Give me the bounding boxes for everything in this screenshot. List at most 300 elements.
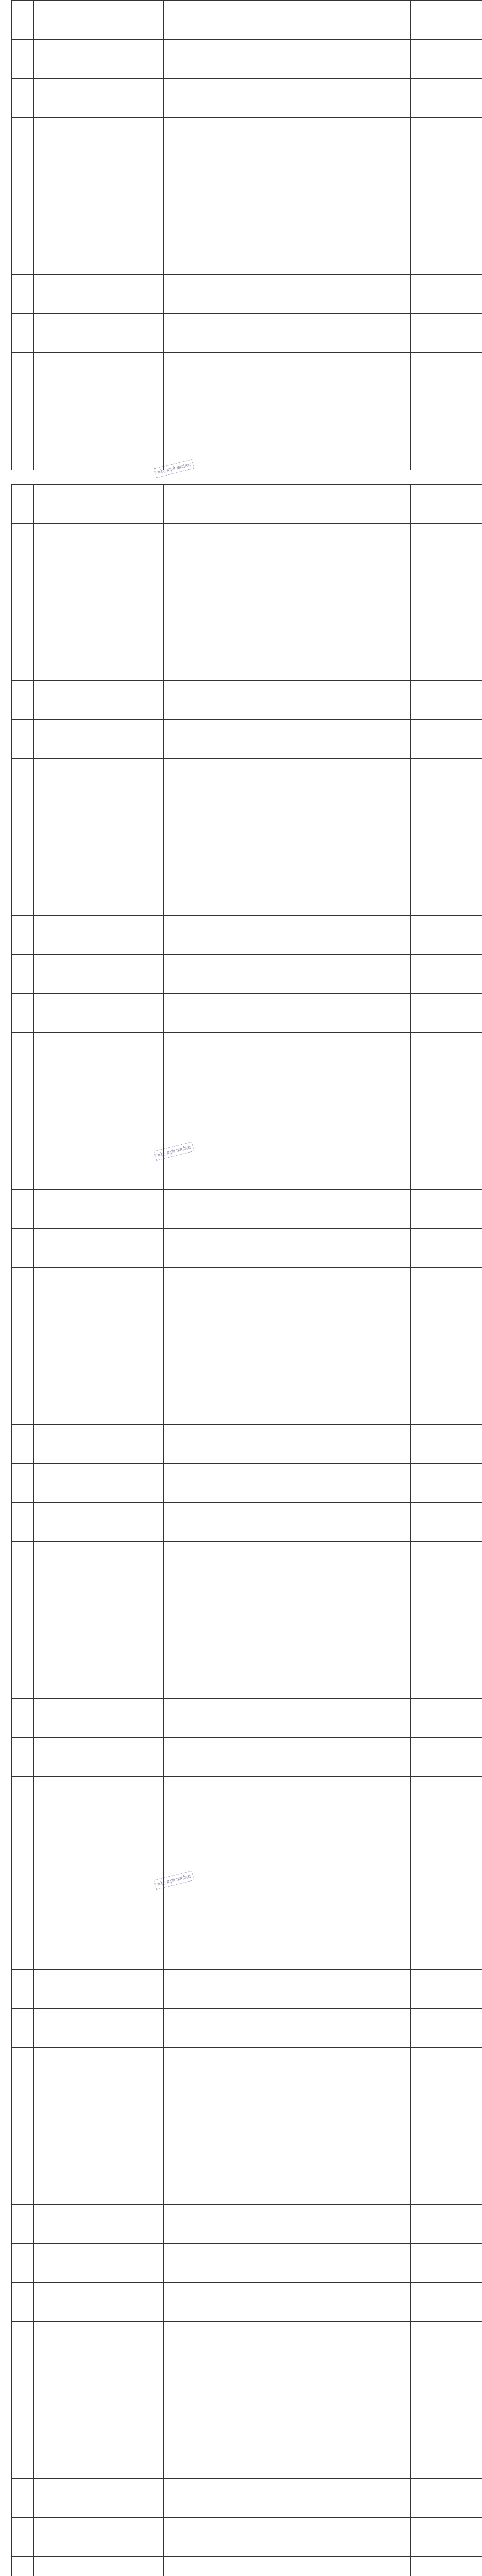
table-cell <box>164 392 271 431</box>
table-cell <box>164 1190 271 1229</box>
table-cell <box>469 1346 482 1385</box>
table-row <box>12 2087 482 2126</box>
table-cell <box>411 1930 469 1970</box>
table-cell <box>164 1268 271 1307</box>
table-row <box>12 1503 482 1542</box>
table-cell <box>164 759 271 798</box>
table-cell <box>469 602 482 641</box>
table-cell <box>164 79 271 118</box>
transfer-table-3 <box>11 1891 482 2576</box>
table-cell <box>12 2361 34 2400</box>
table-cell <box>271 1891 411 1930</box>
table-row <box>12 1620 482 1659</box>
table-cell <box>271 1816 411 1855</box>
table-cell <box>34 2009 88 2048</box>
table-cell <box>12 431 34 470</box>
table-cell <box>34 2400 88 2439</box>
table-cell <box>12 196 34 235</box>
table-cell <box>164 1464 271 1503</box>
table-cell <box>271 681 411 720</box>
table-cell <box>271 431 411 470</box>
table-cell <box>411 2557 469 2576</box>
table-cell <box>12 1033 34 1072</box>
table-cell <box>34 916 88 955</box>
table-cell <box>411 1 469 40</box>
table-cell <box>271 2479 411 2518</box>
table-cell <box>271 563 411 602</box>
table-cell <box>88 1970 164 2009</box>
table-cell <box>164 1699 271 1738</box>
table-cell <box>34 1190 88 1229</box>
table-cell <box>271 1738 411 1777</box>
table-cell <box>271 157 411 196</box>
table-cell <box>88 1659 164 1699</box>
table-cell <box>88 1930 164 1970</box>
table-cell <box>12 798 34 837</box>
table-cell <box>12 759 34 798</box>
transfer-table-1 <box>11 0 482 470</box>
table-cell <box>88 79 164 118</box>
table-cell <box>88 2048 164 2087</box>
table-cell <box>469 955 482 994</box>
table-cell <box>164 1503 271 1542</box>
table-row <box>12 1738 482 1777</box>
table-cell <box>12 1930 34 1970</box>
table-cell <box>34 1738 88 1777</box>
table-cell <box>411 1385 469 1425</box>
table-cell <box>88 1891 164 1930</box>
table-cell <box>469 79 482 118</box>
table-cell <box>164 353 271 392</box>
table-cell <box>12 641 34 681</box>
table-cell <box>411 602 469 641</box>
table-cell <box>12 2048 34 2087</box>
table-cell <box>271 2126 411 2165</box>
table-cell <box>271 2009 411 2048</box>
table-cell <box>469 1229 482 1268</box>
table-cell <box>164 2009 271 2048</box>
table-cell <box>34 1659 88 1699</box>
table-row <box>12 2518 482 2557</box>
table-cell <box>469 1620 482 1659</box>
table-cell <box>34 1346 88 1385</box>
table-cell <box>271 2283 411 2322</box>
table-cell <box>88 1150 164 1190</box>
table-cell <box>271 2244 411 2283</box>
table-cell <box>411 1816 469 1855</box>
table-cell <box>411 196 469 235</box>
table-row <box>12 1425 482 1464</box>
table-cell <box>469 798 482 837</box>
table-cell <box>164 485 271 524</box>
table-cell <box>12 314 34 353</box>
table-cell <box>34 759 88 798</box>
table-row <box>12 1542 482 1581</box>
table-cell <box>12 955 34 994</box>
table-cell <box>271 1 411 40</box>
table-cell <box>34 837 88 876</box>
table-cell <box>88 235 164 275</box>
table-cell <box>12 1307 34 1346</box>
table-cell <box>88 1072 164 1111</box>
table-cell <box>88 1385 164 1425</box>
table-row <box>12 2322 482 2361</box>
table-cell <box>271 1620 411 1659</box>
table-cell <box>411 994 469 1033</box>
table-cell <box>34 720 88 759</box>
table-cell <box>271 235 411 275</box>
table-row <box>12 1970 482 2009</box>
table-cell <box>411 563 469 602</box>
table-cell <box>469 1816 482 1855</box>
table-cell <box>411 837 469 876</box>
table-cell <box>271 1425 411 1464</box>
table-cell <box>164 2557 271 2576</box>
table-cell <box>88 798 164 837</box>
table-cell <box>88 524 164 563</box>
table-cell <box>469 1072 482 1111</box>
table-cell <box>34 1150 88 1190</box>
table-cell <box>34 2205 88 2244</box>
table-cell <box>164 1816 271 1855</box>
table-cell <box>411 1581 469 1620</box>
table-cell <box>469 2439 482 2479</box>
table-cell <box>164 602 271 641</box>
table-cell <box>469 876 482 916</box>
table-cell <box>34 1111 88 1150</box>
table-cell <box>34 196 88 235</box>
table-cell <box>411 759 469 798</box>
table-cell <box>164 1307 271 1346</box>
table-cell <box>164 1150 271 1190</box>
table-cell <box>411 2244 469 2283</box>
table-cell <box>88 1699 164 1738</box>
table-cell <box>12 563 34 602</box>
table-cell <box>271 485 411 524</box>
table-cell <box>12 1659 34 1699</box>
table-row <box>12 1464 482 1503</box>
table-cell <box>469 2322 482 2361</box>
table-cell <box>12 1699 34 1738</box>
table-cell <box>271 1229 411 1268</box>
table-cell <box>34 681 88 720</box>
table-cell <box>411 1072 469 1111</box>
table-cell <box>164 2244 271 2283</box>
table-row <box>12 1581 482 1620</box>
table-cell <box>411 798 469 837</box>
table-cell <box>271 837 411 876</box>
table-cell <box>88 485 164 524</box>
table-cell <box>469 2126 482 2165</box>
table-cell <box>469 1738 482 1777</box>
table-cell <box>34 79 88 118</box>
table-cell <box>469 2009 482 2048</box>
table-cell <box>469 157 482 196</box>
table-cell <box>164 1542 271 1581</box>
table-cell <box>164 1229 271 1268</box>
table-cell <box>164 157 271 196</box>
table-cell <box>34 353 88 392</box>
table-cell <box>411 2479 469 2518</box>
table-cell <box>12 235 34 275</box>
table-cell <box>469 1268 482 1307</box>
table-cell <box>411 314 469 353</box>
table-row <box>12 2009 482 2048</box>
table-cell <box>271 1033 411 1072</box>
stamp-1: प्रदेश प्रहरी कार्यालय <box>154 459 194 478</box>
table-cell <box>469 1542 482 1581</box>
table-cell <box>469 837 482 876</box>
table-cell <box>12 1581 34 1620</box>
table-cell <box>411 2439 469 2479</box>
table-row <box>12 2400 482 2439</box>
table-cell <box>164 1659 271 1699</box>
table-row <box>12 1699 482 1738</box>
table-cell <box>12 1891 34 1930</box>
table-row <box>12 314 482 353</box>
table-cell <box>271 2048 411 2087</box>
table-cell <box>88 1307 164 1346</box>
table-cell <box>12 876 34 916</box>
table-cell <box>88 563 164 602</box>
table-cell <box>88 2439 164 2479</box>
table-row <box>12 2205 482 2244</box>
table-cell <box>469 1 482 40</box>
table-cell <box>88 837 164 876</box>
table-cell <box>164 275 271 314</box>
table-row <box>12 196 482 235</box>
table-row <box>12 1307 482 1346</box>
table-cell <box>34 157 88 196</box>
table-cell <box>411 40 469 79</box>
table-cell <box>34 1307 88 1346</box>
table-cell <box>12 2439 34 2479</box>
table-cell <box>469 485 482 524</box>
table-cell <box>469 563 482 602</box>
table-cell <box>164 2126 271 2165</box>
table-cell <box>164 40 271 79</box>
table-cell <box>469 1150 482 1190</box>
table-cell <box>271 353 411 392</box>
table-cell <box>164 563 271 602</box>
table-cell <box>88 2087 164 2126</box>
table-cell <box>88 1425 164 1464</box>
table-cell <box>164 641 271 681</box>
table-cell <box>12 2165 34 2205</box>
table-cell <box>34 1930 88 1970</box>
table-cell <box>12 1970 34 2009</box>
table-cell <box>411 79 469 118</box>
table-cell <box>12 602 34 641</box>
table-row <box>12 1033 482 1072</box>
table-cell <box>469 641 482 681</box>
table-cell <box>469 2244 482 2283</box>
table-cell <box>34 1033 88 1072</box>
table-cell <box>164 681 271 720</box>
table-cell <box>164 2087 271 2126</box>
table-cell <box>411 1542 469 1581</box>
table-cell <box>271 1072 411 1111</box>
table-cell <box>271 720 411 759</box>
table-cell <box>12 2557 34 2576</box>
table-cell <box>469 2518 482 2557</box>
table-cell <box>88 916 164 955</box>
table-cell <box>164 118 271 157</box>
table-cell <box>411 157 469 196</box>
table-row <box>12 681 482 720</box>
table-cell <box>271 641 411 681</box>
table-row <box>12 798 482 837</box>
table-row <box>12 524 482 563</box>
table-row <box>12 837 482 876</box>
table-cell <box>469 2400 482 2439</box>
table-cell <box>12 275 34 314</box>
table-cell <box>164 916 271 955</box>
table-row <box>12 994 482 1033</box>
table-cell <box>469 2165 482 2205</box>
table-cell <box>271 994 411 1033</box>
table-cell <box>12 994 34 1033</box>
table-cell <box>469 1855 482 1894</box>
table-cell <box>34 2479 88 2518</box>
table-row <box>12 916 482 955</box>
table-cell <box>411 1855 469 1894</box>
table-cell <box>88 641 164 681</box>
table-cell <box>34 1970 88 2009</box>
table-cell <box>271 2557 411 2576</box>
table-cell <box>88 1581 164 1620</box>
table-row <box>12 1150 482 1190</box>
table-cell <box>164 524 271 563</box>
table-cell <box>271 2439 411 2479</box>
table-cell <box>271 392 411 431</box>
table-row <box>12 1268 482 1307</box>
table-row <box>12 275 482 314</box>
table-cell <box>469 1699 482 1738</box>
table-cell <box>34 1777 88 1816</box>
table-cell <box>88 681 164 720</box>
table-row <box>12 1855 482 1894</box>
table-cell <box>12 2479 34 2518</box>
table-cell <box>12 1464 34 1503</box>
table-cell <box>12 1346 34 1385</box>
table-row <box>12 431 482 470</box>
table-cell <box>88 2400 164 2439</box>
table-cell <box>411 2126 469 2165</box>
table-cell <box>164 2283 271 2322</box>
table-row <box>12 40 482 79</box>
table-cell <box>271 1385 411 1425</box>
table-row <box>12 79 482 118</box>
table-cell <box>12 2244 34 2283</box>
table-cell <box>164 2322 271 2361</box>
table-cell <box>271 524 411 563</box>
table-cell <box>12 1111 34 1150</box>
table-cell <box>271 1777 411 1816</box>
table-row <box>12 392 482 431</box>
table-cell <box>469 1930 482 1970</box>
table-row <box>12 353 482 392</box>
table-cell <box>88 353 164 392</box>
table-cell <box>164 1033 271 1072</box>
table-cell <box>411 1464 469 1503</box>
table-cell <box>271 2205 411 2244</box>
table-row <box>12 1385 482 1425</box>
table-cell <box>88 1620 164 1659</box>
table-cell <box>271 1111 411 1150</box>
table-cell <box>271 1190 411 1229</box>
table-cell <box>88 118 164 157</box>
table-cell <box>411 2009 469 2048</box>
table-cell <box>12 1503 34 1542</box>
table-row <box>12 1229 482 1268</box>
table-cell <box>271 1542 411 1581</box>
table-cell <box>469 720 482 759</box>
table-cell <box>34 2518 88 2557</box>
table-cell <box>164 2439 271 2479</box>
table-cell <box>271 602 411 641</box>
table-cell <box>164 1930 271 1970</box>
table-cell <box>12 1268 34 1307</box>
table-cell <box>271 798 411 837</box>
table-row <box>12 876 482 916</box>
table-cell <box>469 1659 482 1699</box>
table-cell <box>12 2518 34 2557</box>
table-cell <box>469 1777 482 1816</box>
table-row <box>12 2283 482 2322</box>
table-cell <box>271 2322 411 2361</box>
table-cell <box>469 1970 482 2009</box>
table-cell <box>12 1855 34 1894</box>
table-cell <box>34 1229 88 1268</box>
table-cell <box>88 759 164 798</box>
table-cell <box>34 876 88 916</box>
table-cell <box>411 916 469 955</box>
table-cell <box>411 1229 469 1268</box>
table-cell <box>469 431 482 470</box>
table-cell <box>164 994 271 1033</box>
table-cell <box>12 524 34 563</box>
table-cell <box>469 1891 482 1930</box>
table-row <box>12 2165 482 2205</box>
table-cell <box>271 759 411 798</box>
table-cell <box>12 1542 34 1581</box>
table-cell <box>164 2479 271 2518</box>
table-row <box>12 2439 482 2479</box>
table-row <box>12 2479 482 2518</box>
table-cell <box>34 2439 88 2479</box>
table-cell <box>271 2361 411 2400</box>
table-cell <box>469 2479 482 2518</box>
table-cell <box>411 485 469 524</box>
table-cell <box>411 720 469 759</box>
table-cell <box>12 2205 34 2244</box>
stamp-2: प्रदेश प्रहरी कार्यालय <box>154 1142 194 1161</box>
table-cell <box>411 2165 469 2205</box>
table-cell <box>469 392 482 431</box>
table-cell <box>88 2557 164 2576</box>
table-row <box>12 1111 482 1150</box>
table-cell <box>164 2518 271 2557</box>
table-cell <box>164 1072 271 1111</box>
table-cell <box>88 1 164 40</box>
table-cell <box>411 1891 469 1930</box>
table-cell <box>88 2009 164 2048</box>
table-cell <box>88 876 164 916</box>
table-cell <box>271 79 411 118</box>
table-cell <box>34 275 88 314</box>
table-cell <box>469 1307 482 1346</box>
